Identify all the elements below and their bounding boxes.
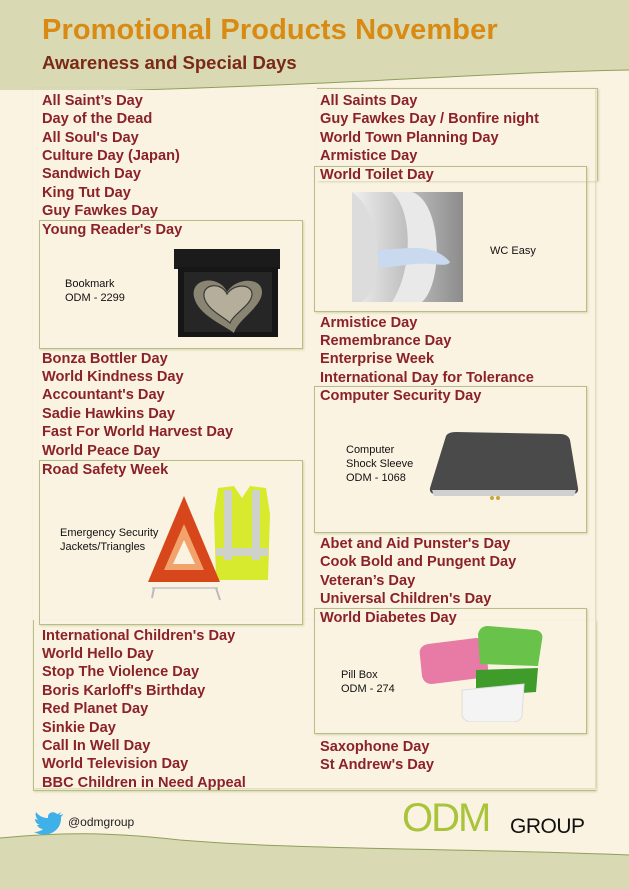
feature-heading-world-diabetes: World Diabetes Day	[320, 610, 457, 626]
event-boris-karloffs-birthday: Boris Karloff's Birthday	[42, 683, 206, 699]
event-world-television-day: World Television Day	[42, 756, 189, 772]
event-guy-fawkes-day: Guy Fawkes Day	[42, 203, 158, 219]
event-universal-childrens-day: Universal Children's Day	[320, 591, 492, 607]
event-world-peace-day: World Peace Day	[42, 443, 161, 459]
event-fast-for-world-harvest-day: Fast For World Harvest Day	[42, 424, 234, 440]
event-culture-day: Culture Day (Japan)	[42, 148, 180, 164]
bookmark-caption: Bookmark ODM - 2299	[65, 278, 125, 304]
page-title: Promotional Products November	[42, 14, 498, 46]
event-accountants-day: Accountant's Day	[42, 387, 165, 403]
pill-box-caption: Pill Box ODM - 274	[341, 669, 395, 695]
safety-products-image	[146, 484, 292, 610]
event-remembrance-day: Remembrance Day	[320, 333, 452, 349]
event-guy-fawkes-bonfire-night: Guy Fawkes Day / Bonfire night	[320, 111, 539, 127]
event-international-childrens-day: International Children's Day	[42, 628, 236, 644]
event-bonza-bottler-day: Bonza Bottler Day	[42, 351, 168, 367]
event-veterans-day: Veteran’s Day	[320, 573, 416, 589]
logo-odm-text: ODM	[402, 796, 490, 840]
laptop-sleeve-image	[428, 432, 580, 504]
logo-group-text: GROUP	[510, 815, 585, 838]
event-world-kindness-day: World Kindness Day	[42, 369, 184, 385]
feature-heading-young-readers: Young Reader's Day	[42, 222, 183, 238]
pill-box-image	[418, 624, 558, 722]
event-saxophone-day: Saxophone Day	[320, 739, 430, 755]
event-cook-bold-and-pungent-day: Cook Bold and Pungent Day	[320, 554, 517, 570]
feature-heading-road-safety: Road Safety Week	[42, 462, 169, 478]
event-bbc-children-in-need: BBC Children in Need Appeal	[42, 775, 246, 791]
event-enterprise-week: Enterprise Week	[320, 351, 435, 367]
event-all-saints-day: All Saint’s Day	[42, 93, 143, 109]
event-sadie-hawkins-day: Sadie Hawkins Day	[42, 406, 176, 422]
event-red-planet-day: Red Planet Day	[42, 701, 149, 717]
event-world-hello-day: World Hello Day	[42, 646, 154, 662]
event-stop-the-violence-day: Stop The Violence Day	[42, 664, 200, 680]
event-international-day-for-tolerance: International Day for Tolerance	[320, 370, 534, 386]
wc-easy-caption: WC Easy	[490, 245, 536, 257]
page-subtitle: Awareness and Special Days	[42, 52, 297, 73]
sleeve-caption: Computer Shock Sleeve ODM - 1068	[346, 444, 414, 484]
event-sinkie-day: Sinkie Day	[42, 720, 116, 736]
event-all-souls-day: All Soul's Day	[42, 130, 139, 146]
event-day-of-the-dead: Day of the Dead	[42, 111, 153, 127]
feature-heading-computer-security: Computer Security Day	[320, 388, 482, 404]
bookmark-product-image	[172, 247, 282, 339]
feature-heading-world-toilet: World Toilet Day	[320, 167, 434, 183]
event-all-saints-day-2: All Saints Day	[320, 93, 418, 109]
event-call-in-well-day: Call In Well Day	[42, 738, 151, 754]
wc-easy-product-image	[352, 192, 463, 302]
safety-caption: Emergency Security Jackets/Triangles	[60, 527, 159, 553]
event-armistice-day-2: Armistice Day	[320, 315, 418, 331]
twitter-handle-link[interactable]: @odmgroup	[68, 815, 135, 829]
event-abet-and-aid-punsters-day: Abet and Aid Punster's Day	[320, 536, 511, 552]
event-world-town-planning-day: World Town Planning Day	[320, 130, 499, 146]
event-st-andrews-day: St Andrew's Day	[320, 757, 435, 773]
event-king-tut-day: King Tut Day	[42, 185, 131, 201]
event-armistice-day: Armistice Day	[320, 148, 418, 164]
event-sandwich-day: Sandwich Day	[42, 166, 141, 182]
twitter-bird-icon[interactable]	[34, 811, 64, 835]
